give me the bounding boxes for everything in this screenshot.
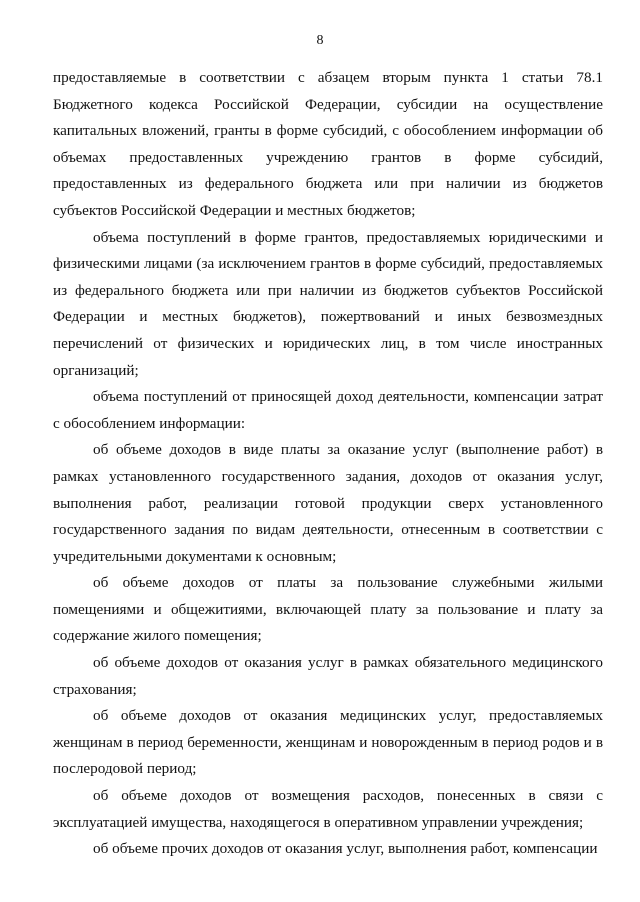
- page-number: 8: [316, 33, 324, 48]
- paragraph-state-assignment-income: об объеме доходов в виде платы за оказание услуг (выполнение работ) в рамках установленного государственного задания, доходов от оказания услуг, выполнения работ, реализации готовой продукции сверх установленного государственного задания по видам деятельности, отнесенным в соответствии с учредительными документами к основным;: [53, 441, 603, 565]
- paragraph-continuation: предоставляемые в соответствии с абзацем вторым пункта 1 статьи 78.1 Бюджетного кодекса Российской Федерации, субсидии на осуществление капитальных вложений, гранты в форме субсидий, с обособлением информации об объемах предоставленных учреждению грантов в форме субсидий, предоставленных из федерального бюджета или при наличии из бюджетов субъектов Российской Федерации и местных бюджетов;: [53, 69, 603, 219]
- paragraph-expense-reimbursement-income: об объеме доходов от возмещения расходов, понесенных в связи с эксплуатацией имущества, находящегося в оперативном управлении учреждения;: [53, 787, 603, 831]
- paragraph-other-income: об объеме прочих доходов от оказания услуг, выполнения работ, компенсации: [93, 840, 598, 858]
- paragraph-housing-income: об объеме доходов от платы за пользование служебными жилыми помещениями и общежитиями, включающей плату за пользование и плату за содержание жилого помещения;: [53, 574, 603, 645]
- document-body: [53, 65, 603, 863]
- paragraph-grants-volume: объема поступлений в форме грантов, предоставляемых юридическими и физическими лицами (за исключением грантов в форме субсидий, предоставляемых из федерального бюджета или при наличии из бюджетов субъектов Российской Федерации и местных бюджетов), пожертвований и иных безвозмездных перечислений от физических и юридических лиц, в том числе иностранных организаций;: [53, 228, 603, 379]
- paragraph-medical-insurance-income: об объеме доходов от оказания услуг в рамках обязательного медицинского страхования;: [53, 654, 603, 698]
- paragraph-income-activity-volume: объема поступлений от приносящей доход деятельности, компенсации затрат с обособлением информации:: [53, 388, 603, 432]
- paragraph-maternity-medical-income: об объеме доходов от оказания медицинских услуг, предоставляемых женщинам в период беременности, женщинам и новорожденным в период родов и в послеродовой период;: [53, 707, 603, 778]
